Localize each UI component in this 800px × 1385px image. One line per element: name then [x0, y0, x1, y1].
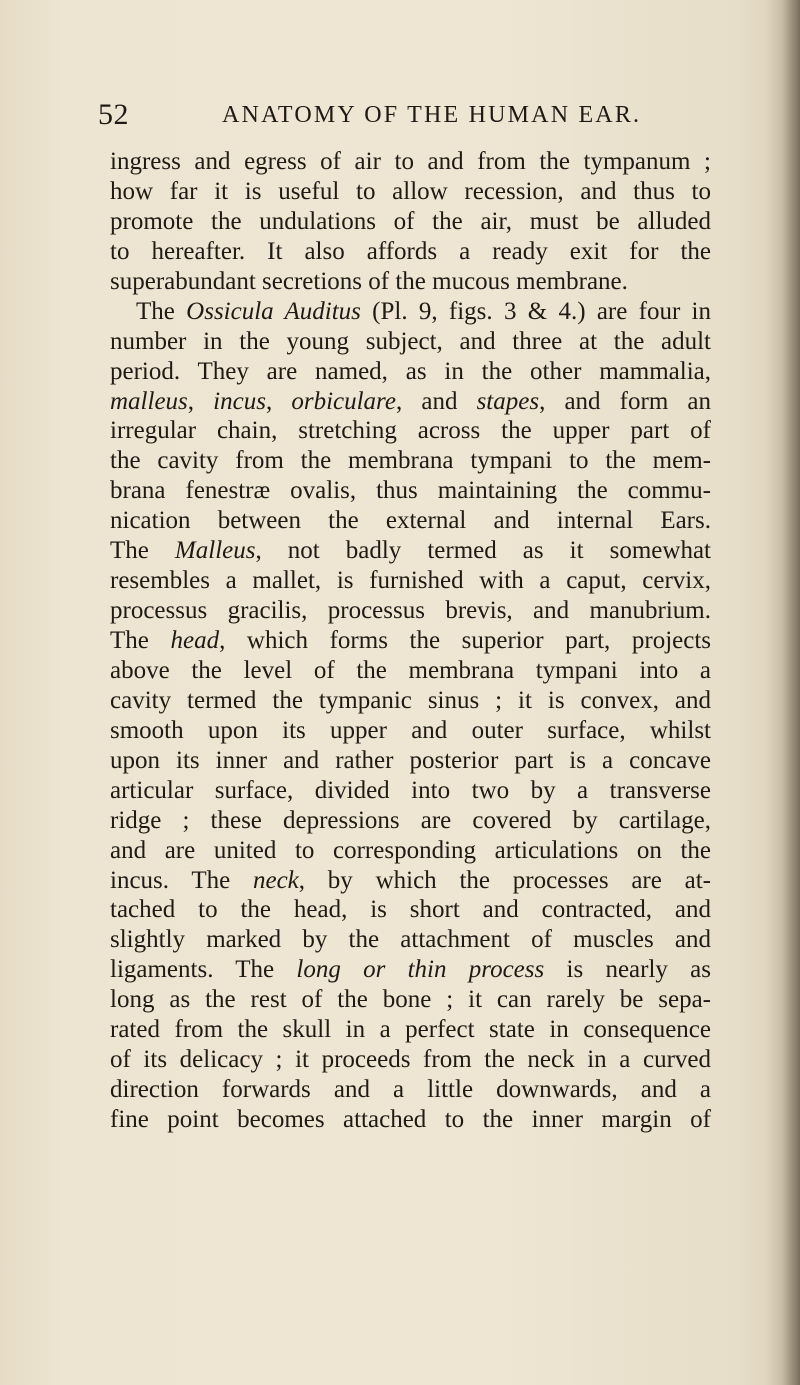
text-line: slightly marked by the attachment of muscles and — [110, 926, 711, 954]
latin-term: Ossicula Auditus — [186, 297, 361, 325]
text-line: brana fenestræ ovalis, thus maintaining the commu- — [110, 477, 711, 505]
text-line: resembles a mallet, is furnished with a caput, cervix, — [110, 567, 711, 595]
running-title: ANATOMY OF THE HUMAN EAR. — [222, 102, 642, 128]
text-line: above the level of the membrana tympani into a — [110, 656, 711, 684]
text-line: nication between the external and internal Ears. — [110, 507, 711, 535]
text-line: and are united to corresponding articulations on the — [110, 836, 711, 864]
page-number: 52 — [98, 98, 129, 131]
text-line: cavity termed the tympanic sinus ; it is convex, and — [110, 686, 711, 714]
text-line: articular surface, divided into two by a transverse — [110, 776, 711, 804]
text-line: to hereafter. It also affords a ready exit for the — [110, 237, 711, 265]
latin-term: malleus — [110, 387, 188, 415]
emphasis-term: head — [170, 627, 220, 654]
page-edge-shadow — [766, 0, 800, 1385]
text-line: smooth upon its upper and outer surface, whilst — [110, 716, 711, 744]
text-line: The Ossicula Auditus (Pl. 9, figs. 3 & 4.) are four in — [136, 297, 711, 325]
text-line: ingress and egress of air to and from the tympanum ; — [110, 148, 711, 175]
text-line: malleus, incus, orbiculare, and stapes, and form an — [110, 387, 712, 415]
body-text — [110, 147, 711, 1135]
text-line: of its delicacy ; it proceeds from the neck in a curved — [110, 1046, 711, 1074]
text-line: direction forwards and a little downwards, and a — [110, 1076, 711, 1104]
text-line: number in the young subject, and three at the adult — [110, 327, 711, 355]
emphasis-term: long or thin process — [296, 956, 545, 984]
text-line: how far it is useful to allow recession, and thus to — [110, 177, 711, 205]
text-line: The head, which forms the superior part, projects — [110, 627, 712, 654]
text-line: processus gracilis, processus brevis, and manubrium. — [110, 597, 711, 625]
latin-term: Malleus — [174, 537, 256, 565]
text-line: tached to the head, is short and contracted, and — [110, 896, 711, 924]
page-header — [0, 98, 800, 138]
text-line: fine point becomes attached to the inner margin of — [110, 1106, 711, 1133]
latin-term: incus — [213, 387, 266, 415]
latin-term: orbiculare — [291, 387, 396, 415]
text-line: ridge ; these depressions are covered by cartilage, — [110, 806, 711, 834]
text-line: incus. The neck, by which the processes are at- — [110, 866, 711, 894]
text-line: The Malleus, not badly termed as it somewhat — [110, 537, 711, 565]
text-line: rated from the skull in a perfect state in consequence — [110, 1016, 711, 1044]
text-line: upon its inner and rather posterior part is a concave — [110, 746, 711, 774]
text-line: long as the rest of the bone ; it can rarely be sepa- — [110, 986, 711, 1014]
emphasis-term: neck — [252, 866, 299, 894]
text-line: ligaments. The long or thin process is nearly as — [110, 956, 711, 984]
text-line: superabundant secretions of the mucous membrane. — [110, 267, 628, 295]
text-line: promote the undulations of the air, must be alluded — [110, 207, 711, 235]
text-line: period. They are named, as in the other mammalia, — [110, 357, 711, 385]
latin-term: stapes — [476, 387, 540, 415]
text-line: irregular chain, stretching across the upper part of — [110, 417, 711, 445]
text-line: the cavity from the membrana tympani to the mem- — [110, 447, 711, 475]
